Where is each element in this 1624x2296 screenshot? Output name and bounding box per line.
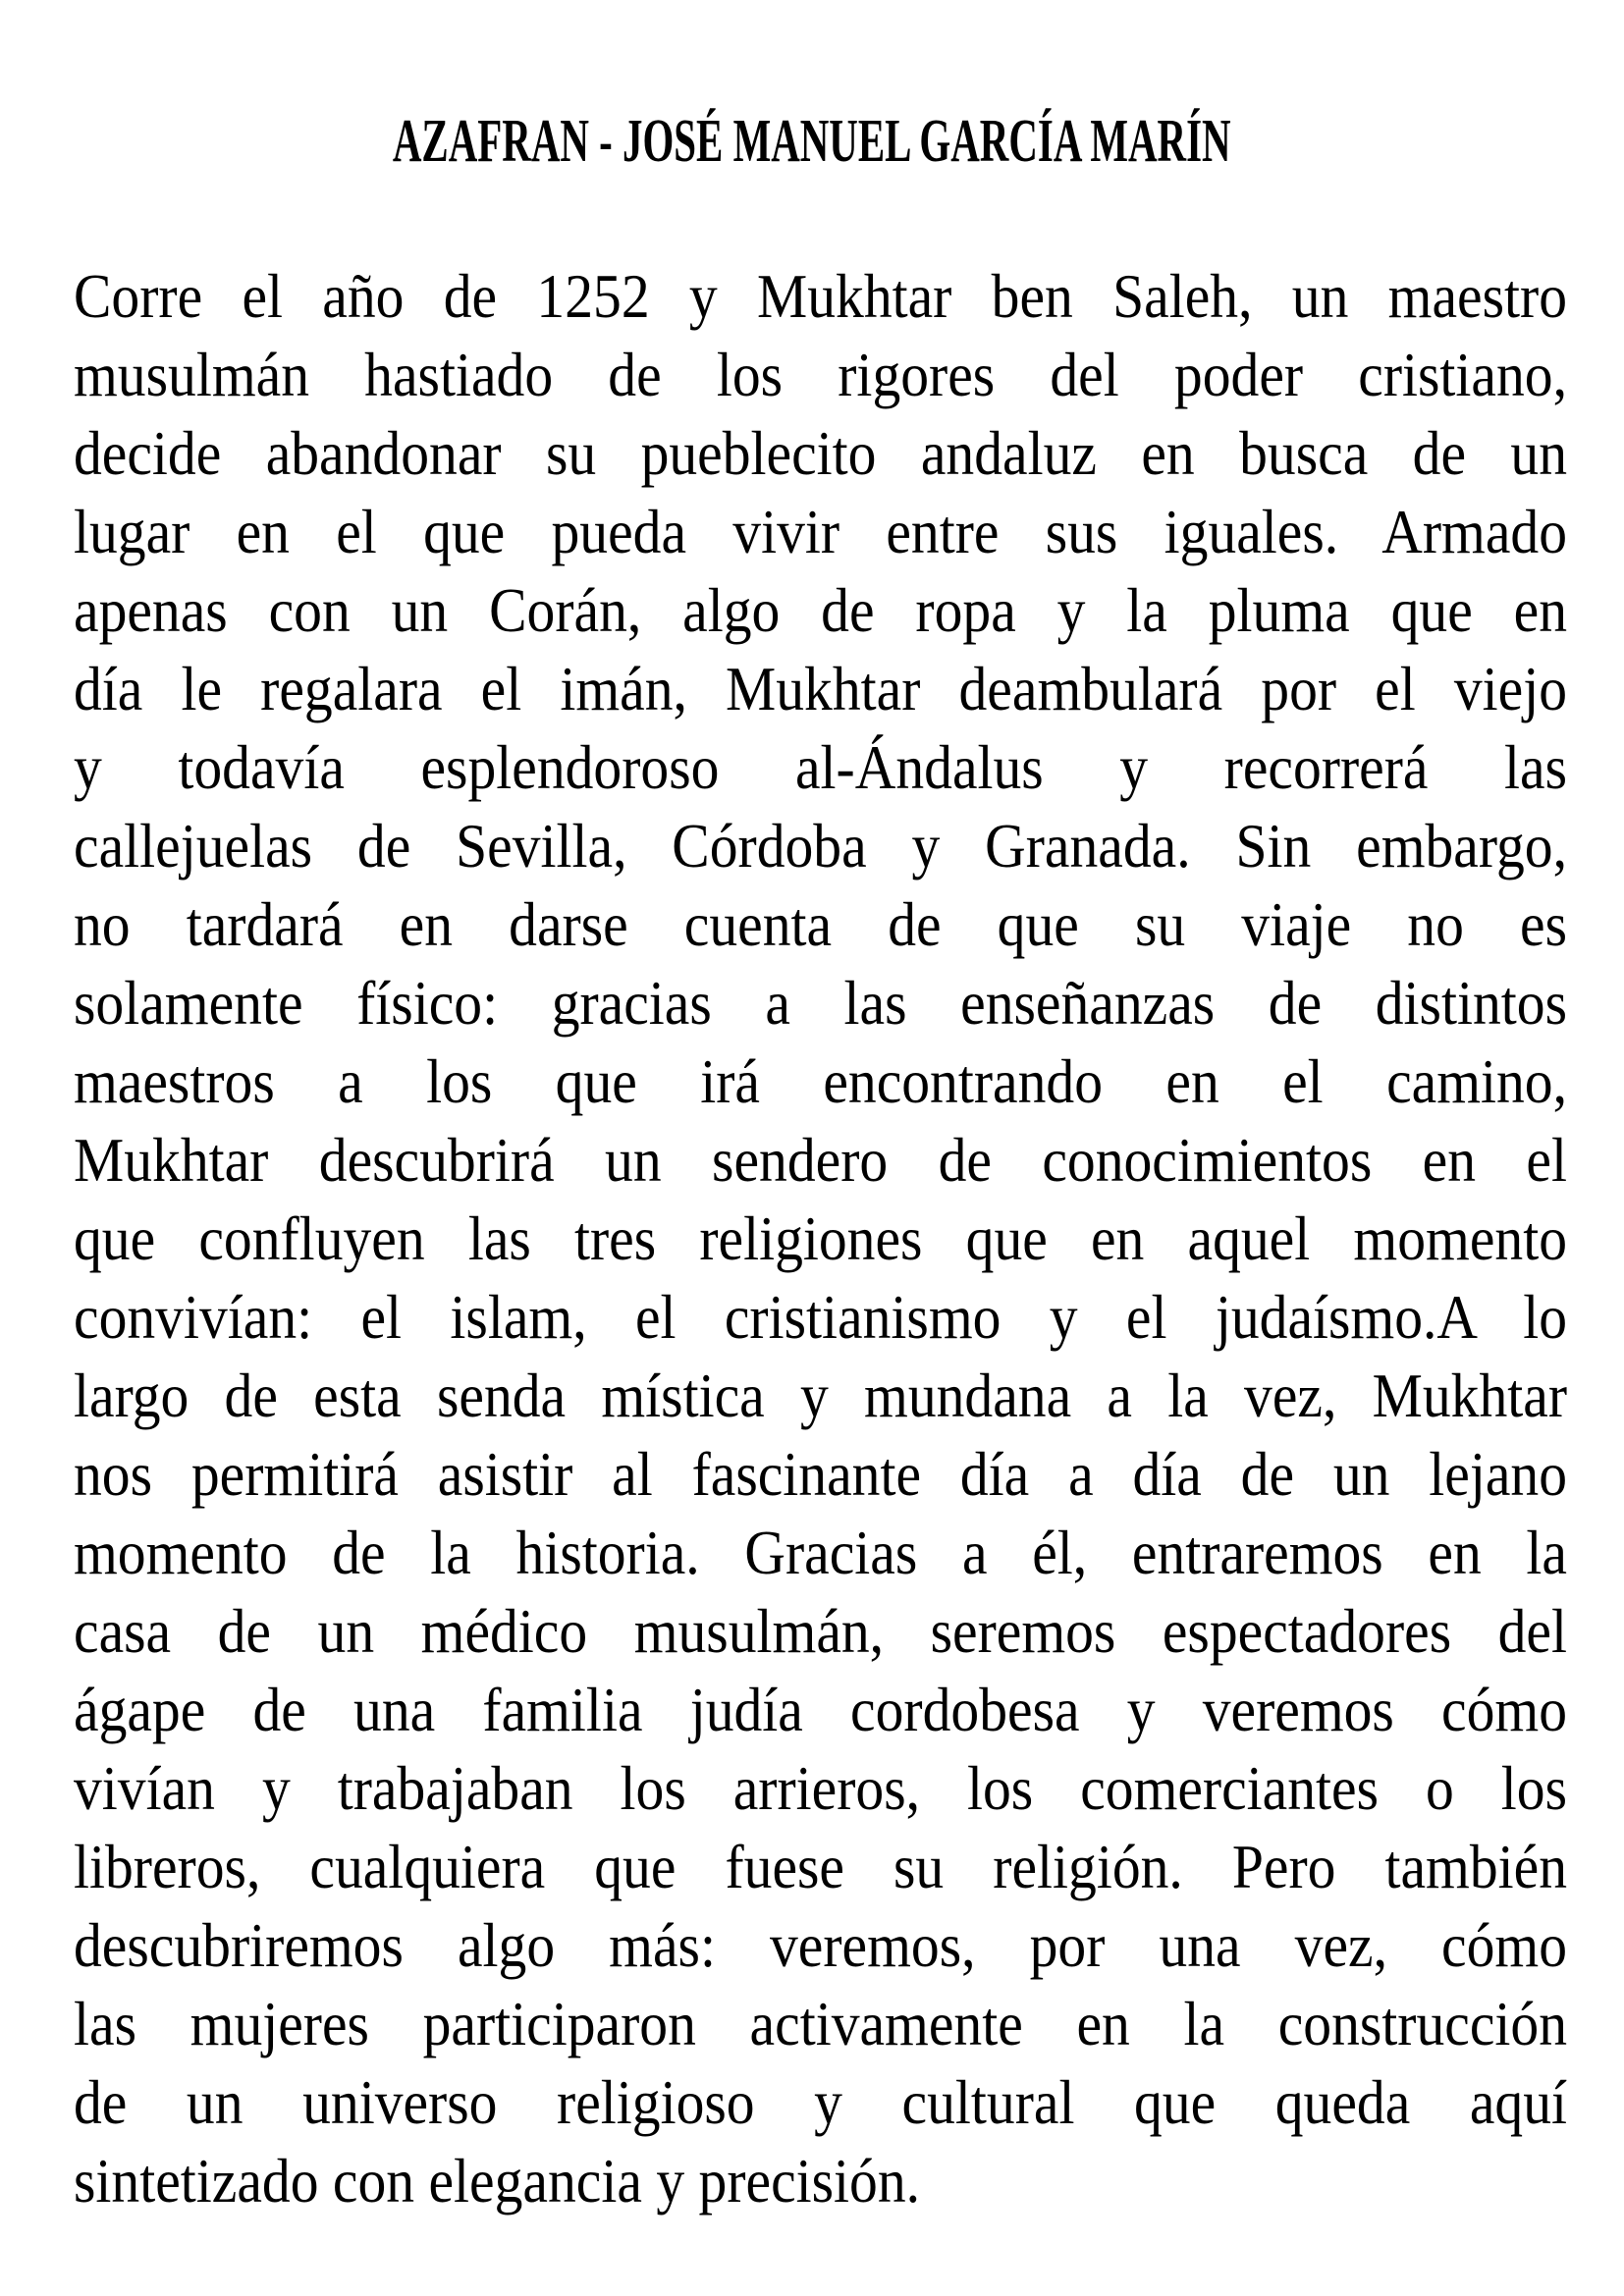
description-line: que confluyen las tres religiones que en aquel momento bbox=[74, 1203, 1567, 1273]
description-line: solamente físico: gracias a las enseñanzas de distintos bbox=[74, 968, 1567, 1038]
description-line: maestros a los que irá encontrando en el camino, bbox=[74, 1046, 1567, 1116]
description-line: convivían: el islam, el cristianismo y el judaísmo.A lo bbox=[74, 1282, 1567, 1352]
description-line: decide abandonar su pueblecito andaluz en busca de un bbox=[74, 418, 1567, 488]
description-line: ágape de una familia judía cordobesa y veremos cómo bbox=[74, 1675, 1567, 1744]
description-line: de un universo religioso y cultural que queda aquí bbox=[74, 2067, 1567, 2137]
description-line: libreros, cualquiera que fuese su religión. Pero también bbox=[74, 1832, 1567, 1901]
description-line: descubriremos algo más: veremos, por una vez, cómo bbox=[74, 1910, 1567, 1980]
description-line: Corre el año de 1252 y Mukhtar ben Saleh, un maestro bbox=[74, 261, 1567, 331]
description-line: sintetizado con elegancia y precisión. bbox=[74, 2146, 921, 2216]
description-line: callejuelas de Sevilla, Córdoba y Granada. Sin embargo, bbox=[74, 811, 1567, 881]
description-line: apenas con un Corán, algo de ropa y la pluma que en bbox=[74, 575, 1567, 645]
description-line: lugar en el que pueda vivir entre sus iguales. Armado bbox=[74, 497, 1567, 566]
book-description bbox=[74, 257, 1567, 2220]
description-line: nos permitirá asistir al fascinante día a día de un lejano bbox=[74, 1439, 1567, 1509]
description-line: largo de esta senda mística y mundana a la vez, Mukhtar bbox=[74, 1361, 1567, 1430]
description-line: musulmán hastiado de los rigores del poder cristiano, bbox=[74, 340, 1567, 409]
description-line: y todavía esplendoroso al-Ándalus y recorrerá las bbox=[74, 732, 1567, 802]
description-line: casa de un médico musulmán, seremos espectadores del bbox=[74, 1596, 1567, 1666]
description-line: las mujeres participaron activamente en la construcción bbox=[74, 1989, 1567, 2058]
description-line: momento de la historia. Gracias a él, entraremos en la bbox=[74, 1518, 1567, 1587]
title-row bbox=[0, 110, 1624, 173]
description-line: no tardará en darse cuenta de que su viaje no es bbox=[74, 889, 1567, 959]
description-line: vivían y trabajaban los arrieros, los comerciantes o los bbox=[74, 1753, 1567, 1823]
description-line: Mukhtar descubrirá un sendero de conocimientos en el bbox=[74, 1125, 1567, 1195]
description-line: día le regalara el imán, Mukhtar deambulará por el viejo bbox=[74, 654, 1567, 723]
book-title: AZAFRAN - JOSÉ MANUEL GARCÍA MARÍN bbox=[393, 108, 1231, 175]
